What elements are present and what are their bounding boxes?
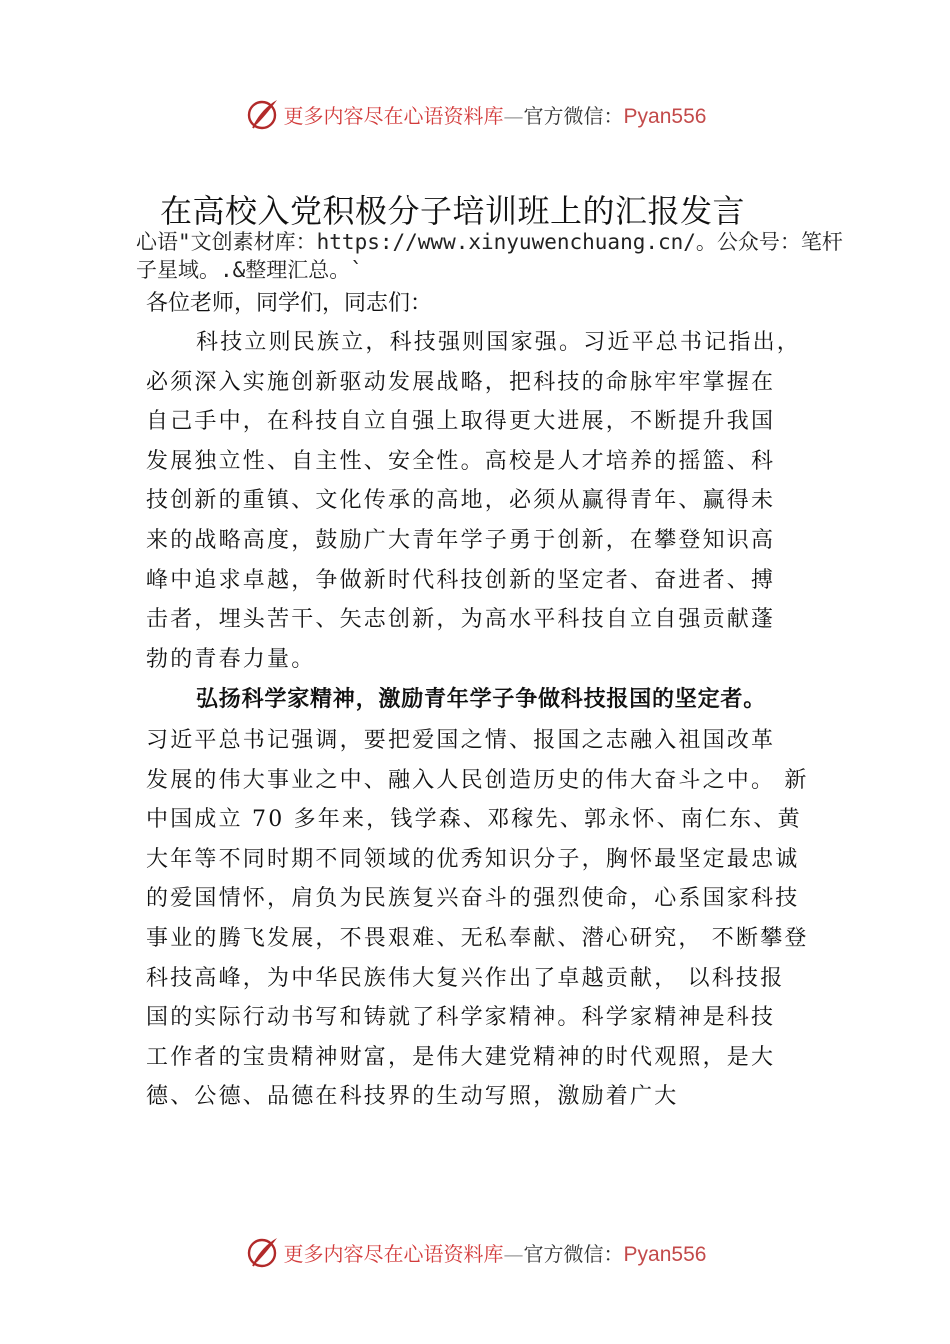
paragraph-line: 勃的青春力量。 bbox=[146, 646, 316, 672]
banner-slogan: 更多内容尽在心语资料库 bbox=[283, 103, 504, 128]
paragraph-line: 大年等不同时期不同领域的优秀知识分子，胸怀最坚定最忠诚 bbox=[146, 846, 800, 872]
paragraph-line: 自己手中，在科技自立自强上取得更大进展，不断提升我国 bbox=[146, 409, 776, 435]
quill-pen-logo-icon bbox=[244, 96, 280, 132]
paragraph-line: 的爱国情怀，肩负为民族复兴奋斗的强烈使命，心系国家科技 bbox=[146, 886, 800, 912]
paragraph-line: 国的实际行动书写和铸就了科学家精神。科学家精神是科技 bbox=[146, 1005, 776, 1031]
footer-banner bbox=[0, 1232, 950, 1272]
paragraph-line: 发展独立性、自主性、安全性。高校是人才培养的摇篮、科 bbox=[146, 448, 776, 474]
paragraph-line: 德、公德、品德在科技界的生动写照，激励着广大 bbox=[146, 1084, 679, 1110]
banner-dash: — bbox=[503, 1241, 524, 1266]
section-heading: 弘扬科学家精神，激励青年学子争做科技报国的坚定者。 bbox=[196, 686, 767, 712]
paragraph-line: 击者，埋头苦干、矢志创新，为高水平科技自立自强贡献蓬 bbox=[146, 607, 776, 633]
banner-dash: — bbox=[503, 103, 524, 128]
paragraph-line: 中国成立 70 多年来，钱学森、邓稼先、郭永怀、南仁东、黄 bbox=[146, 807, 802, 833]
quill-pen-logo-icon bbox=[244, 1234, 280, 1270]
paragraph-line: 必须深入实施创新驱动发展战略，把科技的命脉牢牢掌握在 bbox=[146, 369, 776, 395]
paragraph-line: 来的战略高度，鼓励广大青年学子勇于创新，在攀登知识高 bbox=[146, 527, 776, 553]
paragraph-line: 发展的伟大事业之中、融入人民创造历史的伟大奋斗之中。 新 bbox=[146, 767, 809, 793]
paragraph-line: 峰中追求卓越，争做新时代科技创新的坚定者、奋进者、搏 bbox=[146, 567, 776, 593]
paragraph-line: 科技高峰，为中华民族伟大复兴作出了卓越贡献， 以科技报 bbox=[146, 965, 785, 991]
paragraph-line: 工作者的宝贵精神财富，是伟大建党精神的时代观照，是大 bbox=[146, 1044, 776, 1070]
header-banner bbox=[0, 94, 950, 134]
paragraph-1 bbox=[146, 323, 826, 679]
banner-slogan: 更多内容尽在心语资料库 bbox=[283, 1241, 504, 1266]
source-line: 心语"文创素材库：https://www.xinyuwenchuang.cn/。公众号：笔杆子星域。.&整理汇总。` bbox=[136, 230, 843, 282]
paragraph-line: 习近平总书记强调，要把爱国之情、报国之志融入祖国改革 bbox=[146, 728, 776, 753]
greeting: 各位老师，同学们，同志们： bbox=[146, 291, 433, 316]
paragraph-line: 技创新的重镇、文化传承的高地，必须从赢得青年、赢得未 bbox=[146, 488, 776, 514]
banner-wechat-id: Pyan556 bbox=[623, 104, 707, 128]
paragraph-2 bbox=[146, 721, 826, 1117]
banner-text bbox=[284, 100, 707, 129]
banner-wechat-id: Pyan556 bbox=[623, 1242, 707, 1266]
banner-text bbox=[284, 1238, 707, 1267]
banner-wechat-label: 官方微信： bbox=[523, 1241, 624, 1266]
banner-wechat-label: 官方微信： bbox=[523, 103, 624, 128]
document-title: 在高校入党积极分子培训班上的汇报发言 bbox=[160, 192, 746, 230]
paragraph-line: 事业的腾飞发展，不畏艰难、无私奉献、潜心研究， 不断攀登 bbox=[146, 925, 809, 951]
paragraph-line: 科技立则民族立，科技强则国家强。习近平总书记指出， bbox=[196, 330, 802, 355]
